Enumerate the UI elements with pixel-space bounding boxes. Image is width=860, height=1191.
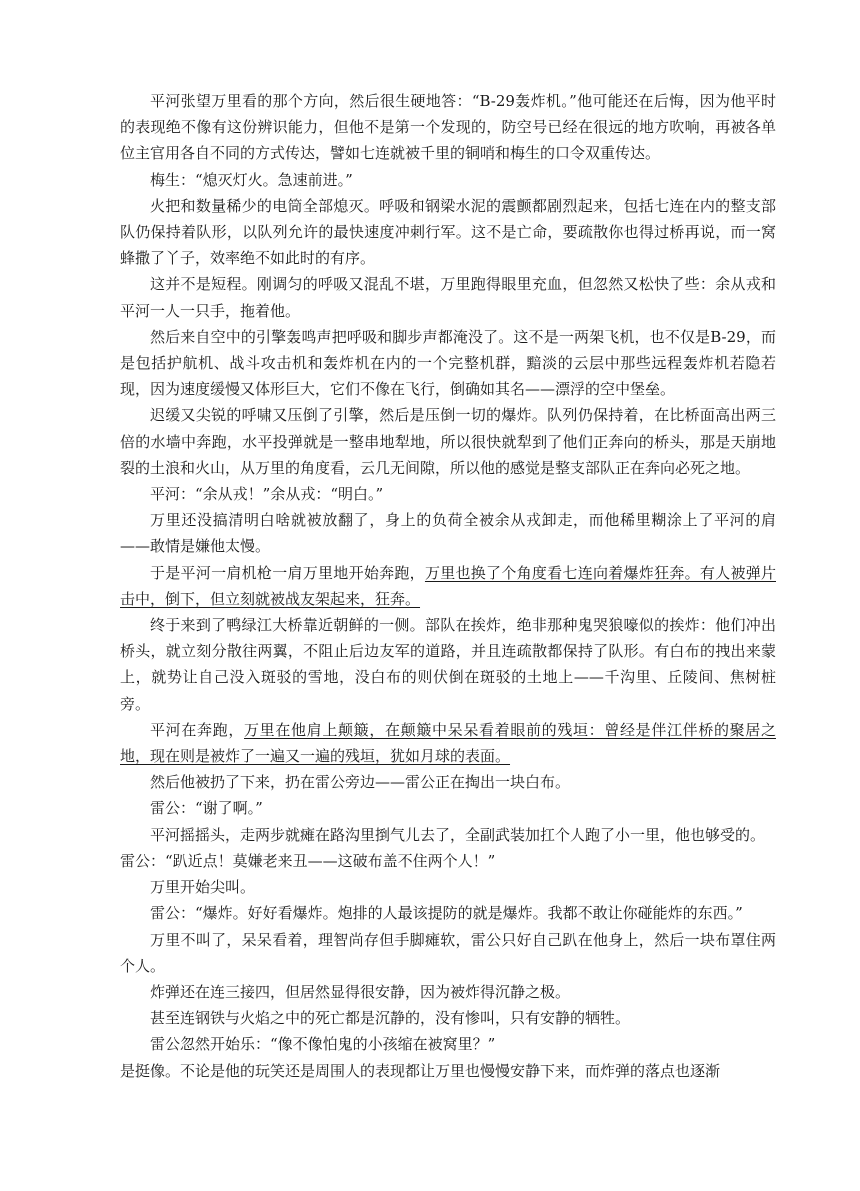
paragraph: 平河摇摇头，走两步就瘫在路沟里捯气儿去了，全副武装加扛个人跑了小一里，他也够受的。	[150, 825, 766, 844]
article-body	[120, 88, 776, 1084]
paragraph: 雷公忽然开始乐：“像不像怕鬼的小孩缩在被窝里？”	[150, 1035, 496, 1054]
paragraph: 这并不是短程。刚调匀的呼吸又混乱不堪，万里跑得眼里充血，但忽然又松快了些：余从戎和平河一人一只手，拖着他。	[120, 275, 776, 320]
paragraph: 雷公：“谢了啊。”	[150, 799, 263, 818]
paragraph: 雷公：“趴近点！莫嫌老来丑——这破布盖不住两个人！”	[120, 851, 496, 870]
paragraph: 平河张望万里看的那个方向，然后很生硬地答：“B-29轰炸机。”他可能还在后悔，因为他平时的表现绝不像有这份辨识能力，但他不是第一个发现的，防空号已经在很远的地方吹响，再被各单位主官用各自不同的方式传达，譬如七连就被千里的铜哨和梅生的口令双重传达。	[120, 92, 776, 163]
paragraph-text: 于是平河一肩机枪一肩万里地开始奔跑，	[150, 563, 425, 582]
paragraph-text: 平河在奔跑，	[150, 720, 244, 739]
paragraph: 迟缓又尖锐的呼啸又压倒了引擎，然后是压倒一切的爆炸。队列仍保持着，在比桥面高出两三倍的水墙中奔跑，水平投弹就是一整串地犁地，所以很快就犁到了他们正奔向的桥头，那是天崩地裂的土浪和火山，从万里的角度看，云几无间隙，所以他的感觉是整支部队正在奔向必死之地。	[120, 406, 776, 477]
underlined-text: 万里也换了个角度看七连向着爆炸狂奔。有人被弹片击中，倒下，但立刻就被战友架起来，狂奔。	[120, 563, 776, 608]
paragraph: 万里还没搞清明白啥就被放翻了，身上的负荷全被余从戎卸走，而他稀里糊涂上了平河的肩——敢情是嫌他太慢。	[120, 511, 776, 556]
paragraph: 然后他被扔了下来，扔在雷公旁边——雷公正在掏出一块白布。	[150, 773, 571, 792]
paragraph: 平河：“余从戎！”余从戎：“明白。”	[150, 485, 384, 504]
paragraph: 终于来到了鸭绿江大桥靠近朝鲜的一侧。部队在挨炸，绝非那种鬼哭狼嚎似的挨炸：他们冲出桥头，就立刻分散往两翼，不阻止后边友军的道路，并且连疏散都保持了队形。有白布的拽出来蒙上，就势让自己没入斑驳的雪地，没白布的则伏倒在斑驳的土地上——千沟里、丘陵间、焦树桩旁。	[120, 616, 776, 713]
paragraph: 炸弹还在连三接四，但居然显得很安静，因为被炸得沉静之极。	[150, 982, 571, 1001]
paragraph	[120, 717, 776, 769]
paragraph	[120, 560, 776, 612]
paragraph: 万里不叫了，呆呆看着，理智尚存但手脚瘫软，雷公只好自己趴在他身上，然后一块布罩住两个人。	[120, 930, 776, 975]
paragraph: 是挺像。不论是他的玩笑还是周围人的表现都让万里也慢慢安静下来，而炸弹的落点也逐渐	[120, 1061, 721, 1080]
paragraph: 梅生：“熄灭灯火。急速前进。”	[150, 170, 353, 189]
paragraph: 火把和数量稀少的电筒全部熄灭。呼吸和钢梁水泥的震颤都剧烈起来，包括七连在内的整支部队仍保持着队形，以队列允许的最快速度冲刺行军。这不是亡命，要疏散你也得过桥再说，而一窝蜂撒了丫子，效率绝不如此时的有序。	[120, 196, 776, 268]
paragraph: 然后来自空中的引擎轰鸣声把呼吸和脚步声都淹没了。这不是一两架飞机，也不仅是B-29，而是包括护航机、战斗攻击机和轰炸机在内的一个完整机群，黯淡的云层中那些远程轰炸机若隐若现，因为速度缓慢又体形巨大，它们不像在飞行，倒确如其名——漂浮的空中堡垒。	[120, 327, 776, 399]
underlined-text: 万里在他肩上颠簸，在颠簸中呆呆看着眼前的残垣：曾经是伴江伴桥的聚居之地，现在则是被炸了一遍又一遍的残垣，犹如月球的表面。	[120, 720, 776, 766]
paragraph: 甚至连钢铁与火焰之中的死亡都是沉静的，没有惨叫，只有安静的牺牲。	[150, 1009, 631, 1028]
paragraph: 万里开始尖叫。	[150, 878, 256, 897]
paragraph: 雷公：“爆炸。好好看爆炸。炮排的人最该提防的就是爆炸。我都不敢让你碰能炸的东西。”	[150, 904, 743, 923]
